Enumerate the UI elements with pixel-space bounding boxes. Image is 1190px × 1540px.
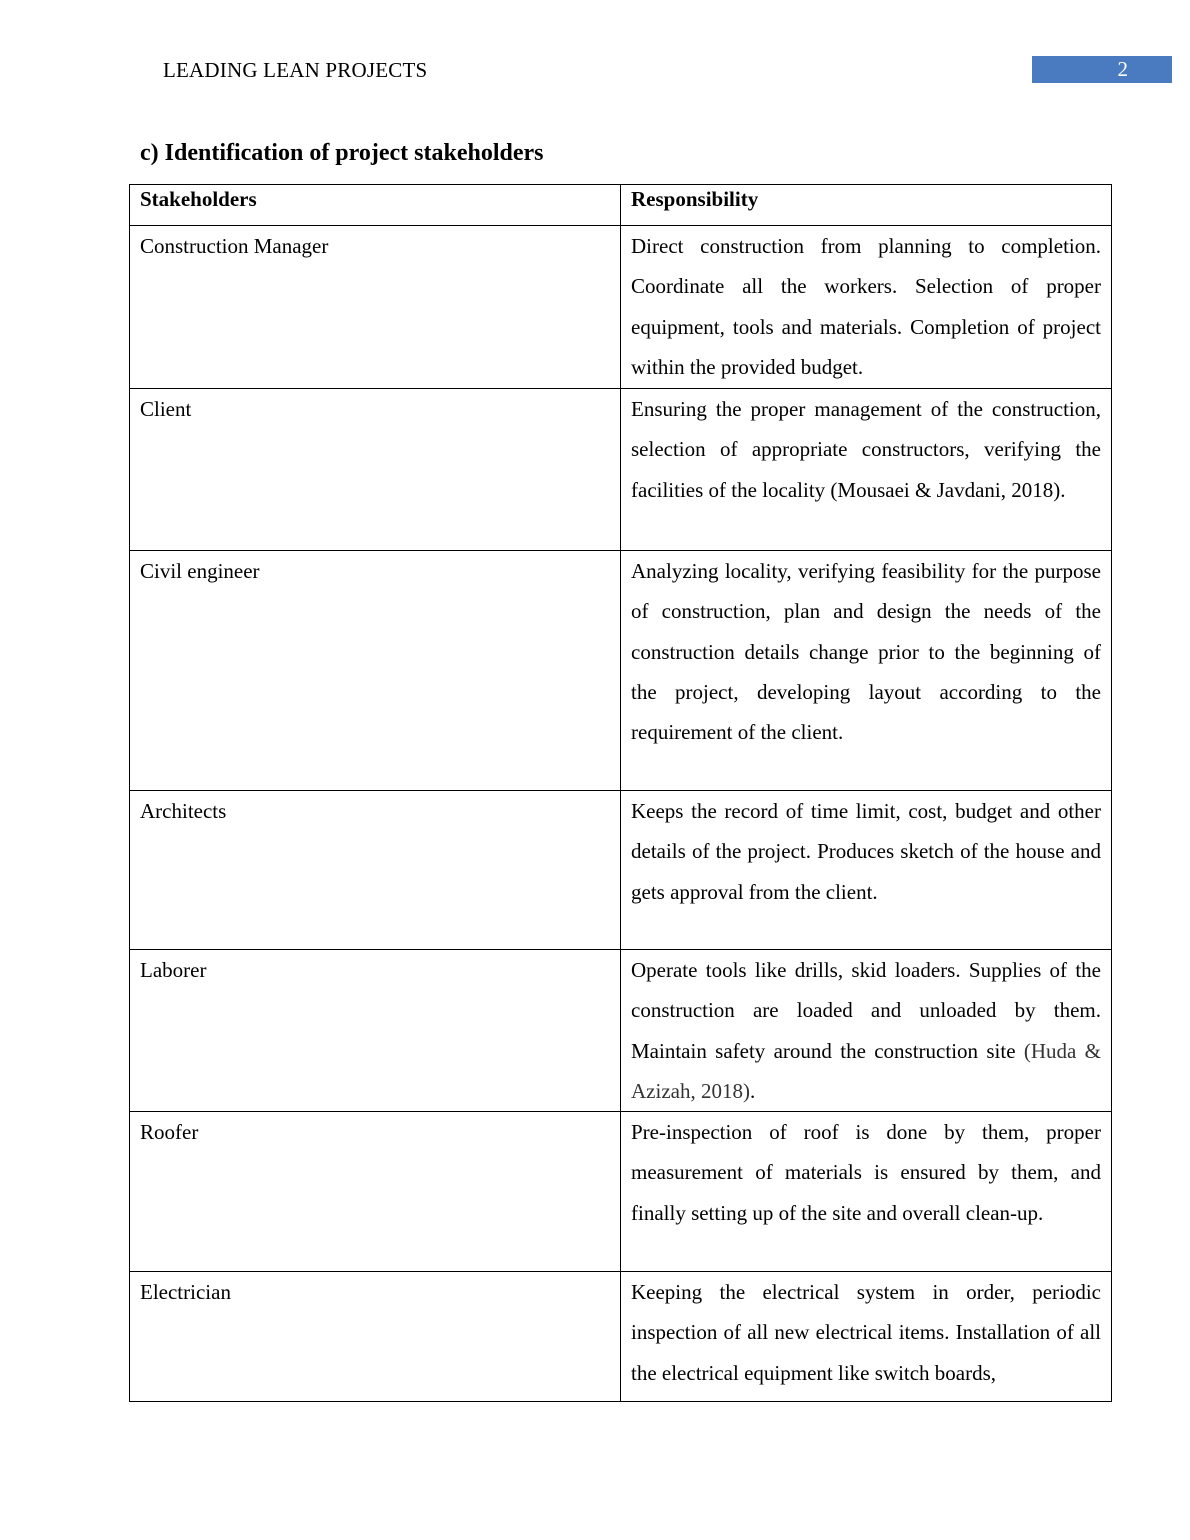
stakeholder-cell: Electrician [130, 1272, 621, 1402]
table-row [130, 226, 1112, 389]
stakeholder-cell: Civil engineer [130, 551, 621, 791]
table-header-row [130, 185, 1112, 226]
responsibility-cell: Keeping the electrical system in order, periodic inspection of all new electrical items. Installation of all the electrical equipment like switch boards, [621, 1272, 1112, 1402]
table-row [130, 791, 1112, 950]
running-head: LEADING LEAN PROJECTS [163, 58, 428, 82]
stakeholder-cell: Roofer [130, 1112, 621, 1272]
responsibility-cell [621, 950, 1112, 1112]
table-row [130, 950, 1112, 1112]
section-title: c) Identification of project stakeholders [140, 140, 544, 166]
responsibility-cell: Direct construction from planning to completion. Coordinate all the workers. Selection of proper equipment, tools and materials. Completion of project within the provided budget. [621, 226, 1112, 389]
stakeholder-cell: Architects [130, 791, 621, 950]
responsibility-text: Operate tools like drills, skid loaders. Supplies of the construction are loaded and unloaded by them. Maintain safety around the construction site [631, 958, 1101, 1063]
table-row [130, 551, 1112, 791]
column-header-responsibility: Responsibility [621, 185, 1112, 226]
responsibility-cell: Ensuring the proper management of the construction, selection of appropriate constructors, verifying the facilities of the locality (Mousaei & Javdani, 2018). [621, 389, 1112, 551]
stakeholder-cell: Construction Manager [130, 226, 621, 389]
table-row [130, 1112, 1112, 1272]
table-row [130, 389, 1112, 551]
citation: (Huda & Azizah, 2018) [631, 1038, 1101, 1103]
responsibility-cell: Keeps the record of time limit, cost, budget and other details of the project. Produces sketch of the house and gets approval from the client. [621, 791, 1112, 950]
citation-suffix: . [749, 1078, 756, 1103]
page-number: 2 [1032, 56, 1172, 83]
column-header-stakeholders: Stakeholders [130, 185, 621, 226]
stakeholders-table [129, 184, 1112, 1402]
stakeholder-cell: Client [130, 389, 621, 551]
responsibility-cell: Pre-inspection of roof is done by them, proper measurement of materials is ensured by them, and finally setting up of the site and overall clean-up. [621, 1112, 1112, 1272]
stakeholder-cell: Laborer [130, 950, 621, 1112]
table-row [130, 1272, 1112, 1402]
responsibility-cell: Analyzing locality, verifying feasibility for the purpose of construction, plan and design the needs of the construction details change prior to the beginning of the project, developing layout according to the requirement of the client. [621, 551, 1112, 791]
